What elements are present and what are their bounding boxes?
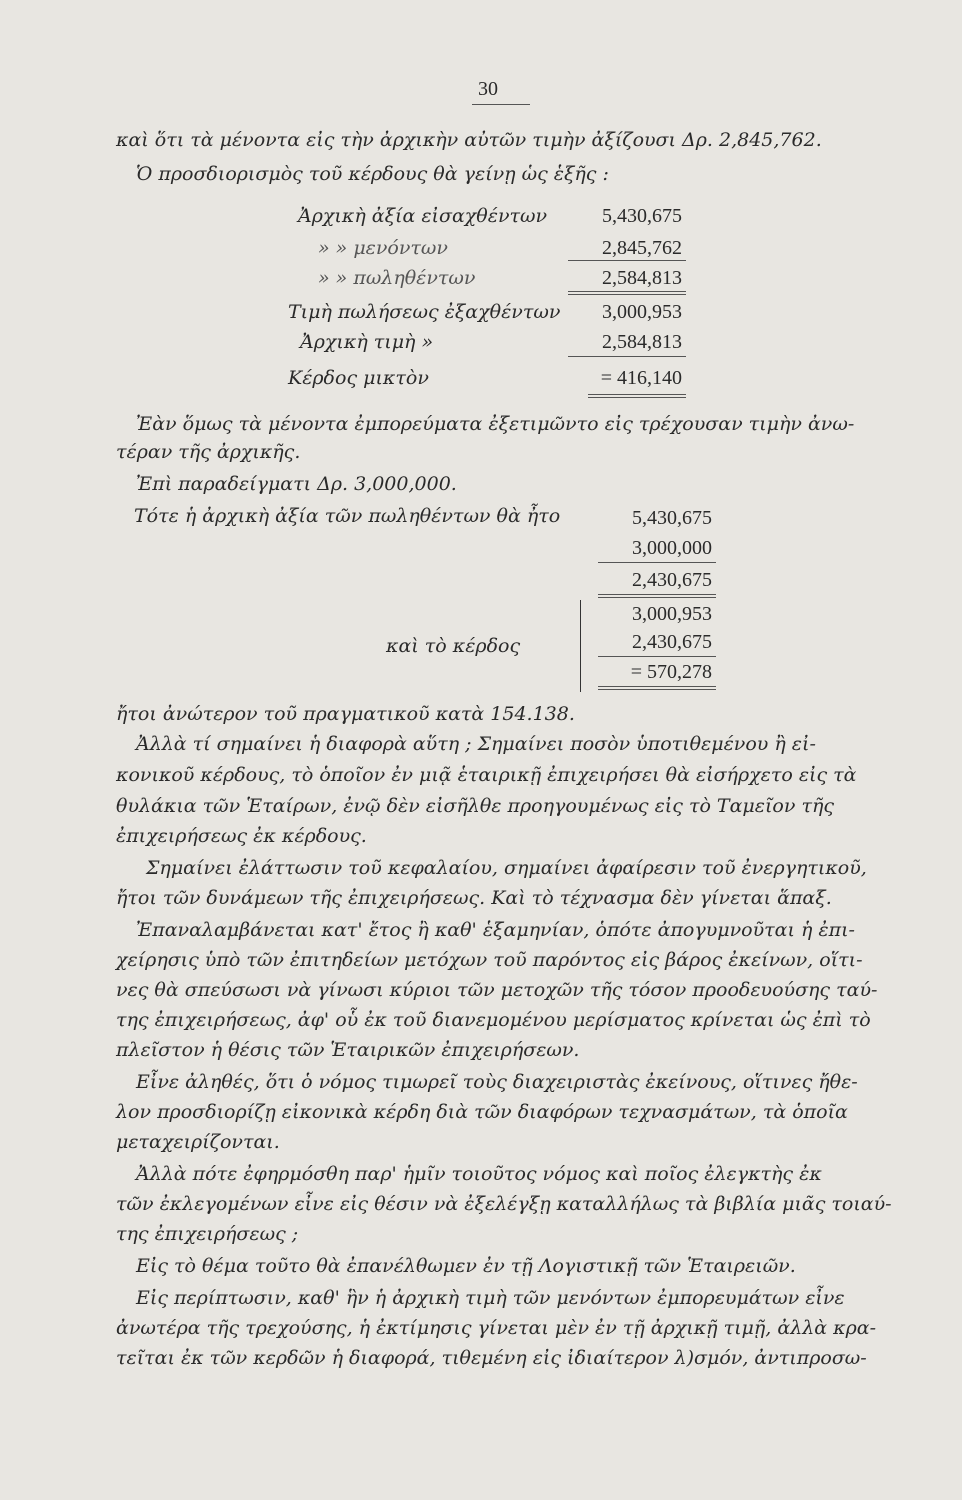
text-line: ἐπιχειρήσεως ἐκ κέρδους. xyxy=(116,825,367,847)
text-line: τεῖται ἐκ τῶν κερδῶν ἡ διαφορά, τιθεμένη εἰς ἰδιαίτερον λ)σμόν, ἀντιπροσω- xyxy=(116,1347,867,1369)
calc1-label: Κέρδος μικτὸν xyxy=(288,367,429,389)
calc2-value: 3,000,000 xyxy=(632,537,712,559)
calc1-label: » » μενόντων xyxy=(318,237,448,259)
calc1-rule xyxy=(568,260,686,261)
calc1-value: 2,845,762 xyxy=(602,237,682,259)
text-line: Εἰς τὸ θέμα τοῦτο θὰ ἐπανέλθωμεν ἐν τῇ Λογιστικῇ τῶν Ἑταιρειῶν. xyxy=(136,1255,796,1277)
calc3-rule xyxy=(598,686,716,687)
text-line: Ἀλλὰ πότε ἐφηρμόσθη παρ' ἡμῖν τοιοῦτος νόμος καὶ ποῖος ἐλεγκτὴς ἐκ xyxy=(136,1163,822,1185)
page-number: 30 xyxy=(478,78,498,100)
text-line: μεταχειρίζονται. xyxy=(116,1131,280,1153)
calc1-rule xyxy=(568,356,686,357)
calc2-rule xyxy=(598,562,716,563)
calc1-label: Ἀρχικὴ ἀξία εἰσαχθέντων xyxy=(298,205,548,227)
text-line: Εἶνε ἀληθές, ὅτι ὁ νόμος τιμωρεῖ τοὺς διαχειριστὰς ἐκείνους, οἵτινες ἤθε- xyxy=(136,1071,858,1093)
calc3-value: = 570,278 xyxy=(630,661,712,683)
text-line: ἤτοι τῶν δυνάμεων τῆς ἐπιχειρήσεως. Καὶ τὸ τέχνασμα δὲν γίνεται ἅπαξ. xyxy=(116,887,832,909)
intro-line: Ὁ προσδιορισμὸς τοῦ κέρδους θὰ γείνῃ ὡς ἑξῆς : xyxy=(136,163,609,185)
calc1-rule xyxy=(588,394,686,395)
calc1-value: 2,584,813 xyxy=(602,267,682,289)
calc1-label: Ἀρχικὴ τιμὴ » xyxy=(300,331,434,353)
calc1-value: = 416,140 xyxy=(600,367,682,389)
calc1-rule xyxy=(568,291,686,292)
calc1-label: Τιμὴ πωλήσεως ἐξαχθέντων xyxy=(288,301,561,323)
text-line: κονικοῦ κέρδους, τὸ ὁποῖον ἐν μιᾷ ἑταιρικῇ ἐπιχειρήσει θὰ εἰσήρχετο εἰς τὰ xyxy=(116,764,857,786)
calc2-value: 2,430,675 xyxy=(632,569,712,591)
calc2-rule xyxy=(598,594,716,595)
text-line: πλεῖστον ἡ θέσις τῶν Ἑταιρικῶν ἐπιχειρήσεων. xyxy=(116,1039,580,1061)
text-line: τέραν τῆς ἀρχικῆς. xyxy=(116,441,301,463)
calc1-label: » » πωληθέντων xyxy=(318,267,476,289)
text-line: ἀνωτέρα τῆς τρεχούσης, ἡ ἐκτίμησις γίνεται μὲν ἐν τῇ ἀρχικῇ τιμῇ, ἀλλὰ κρα- xyxy=(116,1317,877,1339)
profit-label: καὶ τὸ κέρδος xyxy=(386,635,521,657)
text-line: της ἐπιχειρήσεως ; xyxy=(116,1223,299,1245)
text-line: ἤτοι ἀνώτερον τοῦ πραγματικοῦ κατὰ 154.138. xyxy=(116,703,575,725)
calc1-value: 2,584,813 xyxy=(602,331,682,353)
text-line: λον προσδιορίζῃ εἰκονικὰ κέρδη διὰ τῶν διαφόρων τεχνασμάτων, τὰ ὁποῖα xyxy=(116,1101,848,1123)
calc2-rule xyxy=(598,597,716,598)
calc2-value: 5,430,675 xyxy=(632,507,712,529)
text-line: Ἐπαναλαμβάνεται κατ' ἔτος ἢ καθ' ἑξαμηνίαν, ὁπότε ἀπογυμνοῦται ἡ ἐπι- xyxy=(136,919,855,941)
calc3-rule xyxy=(598,689,716,690)
calc3-value: 3,000,953 xyxy=(632,603,712,625)
text-line: Ἀλλὰ τί σημαίνει ἡ διαφορὰ αὕτη ; Σημαίνει ποσὸν ὑποτιθεμένου ἢ εἰ- xyxy=(136,733,816,755)
intro-line: καὶ ὅτι τὰ μένοντα εἰς τὴν ἀρχικὴν αὐτῶν τιμὴν ἀξίζουσι Δρ. 2,845,762. xyxy=(116,129,822,151)
text-line: Εἰς περίπτωσιν, καθ' ἣν ἡ ἀρχικὴ τιμὴ τῶν μενόντων ἐμπορευμάτων εἶνε xyxy=(136,1287,845,1309)
text-line: Ἐὰν ὅμως τὰ μένοντα ἐμπορεύματα ἐξετιμῶντο εἰς τρέχουσαν τιμὴν ἀνω- xyxy=(136,413,855,435)
calc3-value: 2,430,675 xyxy=(632,631,712,653)
calc1-value: 3,000,953 xyxy=(602,301,682,323)
calc1-rule xyxy=(568,294,686,295)
page-number-rule xyxy=(472,104,530,105)
calc1-rule xyxy=(588,397,686,398)
text-line: Τότε ἡ ἀρχικὴ ἀξία τῶν πωληθέντων θὰ ἦτο xyxy=(134,505,561,527)
text-line: θυλάκια τῶν Ἑταίρων, ἐνῷ δὲν εἰσῆλθε προηγουμένως εἰς τὸ Ταμεῖον τῆς xyxy=(116,795,834,817)
text-line: τῶν ἐκλεγομένων εἶνε εἰς θέσιν νὰ ἐξελέγξῃ καταλλήλως τὰ βιβλία μιᾶς τοιαύ- xyxy=(116,1193,892,1215)
text-line: χείρησις ὑπὸ τῶν ἐπιτηδείων μετόχων τοῦ παρόντος εἰς βάρος ἐκείνων, οἵτι- xyxy=(116,949,863,971)
text-line: Σημαίνει ἐλάττωσιν τοῦ κεφαλαίου, σημαίνει ἀφαίρεσιν τοῦ ἐνεργητικοῦ, xyxy=(146,857,867,879)
calc3-rule xyxy=(598,656,716,657)
calc1-value: 5,430,675 xyxy=(602,205,682,227)
text-line: Ἐπὶ παραδείγματι Δρ. 3,000,000. xyxy=(136,473,457,495)
text-line: της ἐπιχειρήσεως, ἀφ' οὗ ἐκ τοῦ διανεμομένου μερίσματος κρίνεται ὡς ἐπὶ τὸ xyxy=(116,1009,871,1031)
text-line: νες θὰ σπεύσωσι νὰ γίνωσι κύριοι τῶν μετοχῶν τῆς τόσον προοδευούσης ταύ- xyxy=(116,979,878,1001)
